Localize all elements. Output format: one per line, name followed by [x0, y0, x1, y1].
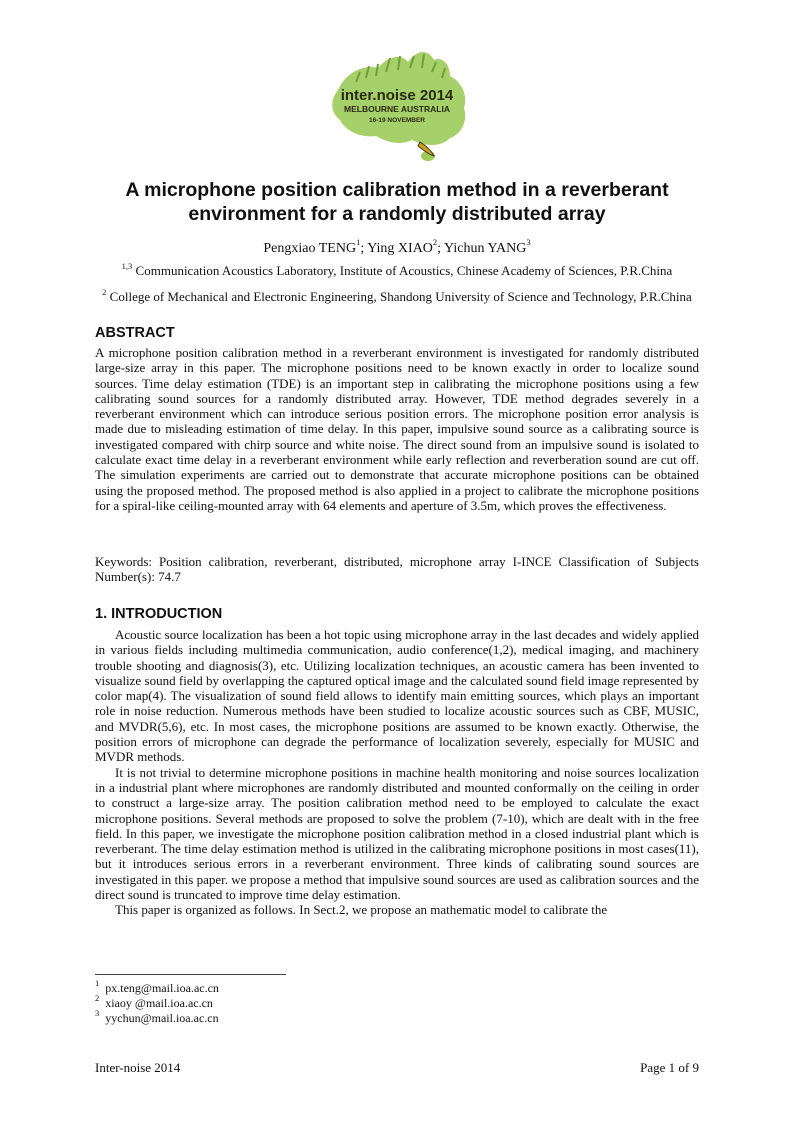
- footnote-mark: 3: [95, 1008, 100, 1018]
- footnote-mark: 1: [95, 978, 100, 988]
- author-list: [95, 237, 699, 258]
- footnote-divider: [95, 974, 286, 975]
- section-heading-introduction: 1. INTRODUCTION: [95, 606, 223, 622]
- conference-logo: [316, 42, 478, 164]
- introduction-body: [95, 627, 699, 918]
- footnote-email: px.teng@mail.ioa.ac.cn: [105, 981, 219, 995]
- affiliation-mark: 1,3: [121, 260, 133, 271]
- footnote-email: yychun@mail.ioa.ac.cn: [105, 1011, 219, 1025]
- author-mark: 3: [526, 237, 531, 248]
- abstract-heading: ABSTRACT: [95, 325, 175, 341]
- author-separator: ;: [360, 241, 368, 256]
- logo-title: inter.noise 2014: [340, 87, 454, 104]
- paragraph: This paper is organized as follows. In Sect.2, we propose an mathematic model to calibrate the: [115, 902, 608, 918]
- footnote-email: xiaoy @mail.ioa.ac.cn: [105, 996, 213, 1010]
- title-line-2: environment for a randomly distributed array: [188, 203, 606, 225]
- title-line-1: A microphone position calibration method in a reverberant: [125, 179, 669, 201]
- logo-dates: 16-19 NOVEMBER: [369, 117, 425, 124]
- footnote: [95, 993, 219, 1011]
- affiliation-mark: 2: [102, 286, 107, 297]
- footnotes: [95, 978, 219, 1026]
- paragraph: Acoustic source localization has been a hot topic using microphone array in the last decades and widely applied in various fields including multimedia communication, audio conference(1,2), medical imaging, and machinery trouble shooting and diagnosis(3), etc. Utilizing localization techniques, an acoustic camera has been invented to visualize sound field by overlapping the captured optical image and the calculated sound field image represented by color map(4). The visualization of sound field allows to identify main emitting sources, which plays an important role in noise reduction. Numerous methods have been studied to localize acoustic sources such as CBF, MUSIC, and MVDR(5,6), etc. In most cases, the microphone positions are assumed to be known exactly. Otherwise, the position errors of microphone can degrade the performance of localization severely, especially for MUSIC and MVDR methods.: [95, 627, 699, 765]
- affiliation: [95, 260, 699, 279]
- paper-title: [95, 178, 699, 226]
- author-name: Ying XIAO: [367, 241, 433, 256]
- paragraph: It is not trivial to determine microphone positions in machine health monitoring and noise sources localization in a industrial plant where microphones are randomly distributed and mounted conformally on the ceiling in order to construct a large-size array. The position calibration method need to be employed to calculate the exact microphone positions. Several methods are proposed to solve the problem (7-10), which are dealt with in the free field. In this paper, we investigate the microphone position calibration method in a closed industrial plant which is reverberant. The time delay estimation method is utilized in the calibrating microphone positions in most cases(11), but it introduces serious errors in a reverberant environment. Three kinds of calibrating sound sources are investigated in this paper. we propose a method that impulsive sound sources are used as calibration sources and the direct sound is truncated to improve time delay estimation.: [95, 764, 699, 903]
- footer-conference: Inter-noise 2014: [95, 1060, 181, 1075]
- affiliation-text: College of Mechanical and Electronic Engineering, Shandong University of Science and Technology, P.R.China: [109, 289, 692, 304]
- author-name: Yichun YANG: [444, 241, 527, 256]
- author-name: Pengxiao TENG: [263, 241, 357, 256]
- logo-location: MELBOURNE AUSTRALIA: [344, 104, 450, 114]
- abstract-text: A microphone position calibration method in a reverberant environment is investigated for randomly distributed large-size array in this paper. The microphone positions need to be known exactly in order to localize sound sources. Time delay estimation (TDE) is an important step in calibrating the microphone positions using a few calibrating sound sources for a randomly distributed array. However, TDE method degrades severely in a reverberant environment which can introduce serious position errors. The microphone position error analysis is made due to misleading estimation of time delay. In this paper, impulsive sound source as a calibrating source is investigated compared with chirp source and white noise. The direct sound from an impulsive sound is isolated to calculate exact time delay in a reverberant environment while early reflection and reverberation sound are cut off. The simulation experiments are carried out to demonstrate that accurate microphone positions can be obtained using the proposed method. The proposed method is also applied in a project to calibrate the microphone positions for a spiral-like ceiling-mounted array with 64 elements and aperture of 3.5m, which proves the effectiveness.: [95, 345, 699, 513]
- footer-page-number: Page 1 of 9: [640, 1060, 699, 1075]
- footnote-mark: 2: [95, 993, 100, 1003]
- author-separator: ;: [437, 241, 445, 256]
- keywords: Keywords: Position calibration, reverberant, distributed, microphone array I-INCE Classification of Subjects Number(s): 74.7: [95, 554, 699, 585]
- author-mark: 2: [432, 237, 438, 248]
- affiliation: [95, 286, 699, 305]
- footnote: [95, 1008, 219, 1026]
- author-mark: 1: [356, 237, 361, 248]
- affiliation-text: Communication Acoustics Laboratory, Institute of Acoustics, Chinese Academy of Sciences, P.R.China: [135, 263, 673, 278]
- footnote: [95, 978, 219, 996]
